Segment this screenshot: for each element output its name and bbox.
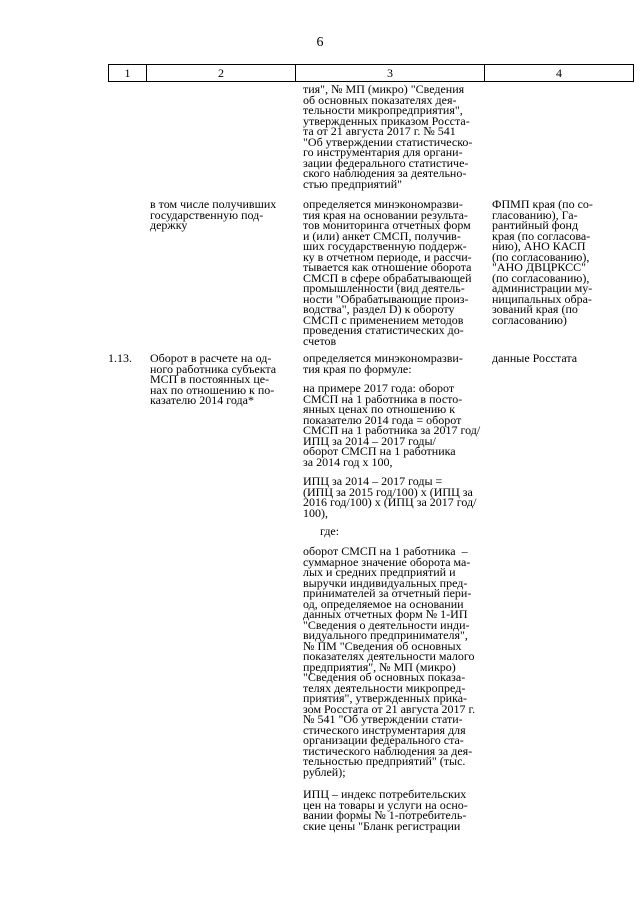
header-col-2: 2 [147,65,296,81]
table-header [108,64,634,82]
indicator-name-supported: в том числе получивших государственную под- держку [150,197,277,232]
continued-text: тия", № МП (микро) "Сведения об основных показателях дея- тельности микропредприятия", утвержденных приказом Росста- та от 21 августа 2017 г. № 541 "Об утверждении статистическо- го инструментария для органи- зации федерального статистиче- ского наблюдения за деятельно- стью предприятий" [303,82,473,191]
calculation-method-supported: определяется минэкономразви- тия края на основании результа- тов мониторинга отчетных форм и (или) анкет СМСП, получив- ших государственную поддерж- ку в отчетном периоде, и рассчи- тывается как отношение оборота СМСП в сфере обрабатывающей промышленности (вид деятель- ности "Обрабатывающие произ- водства", раздел D) к обороту СМСП с применением методов проведения статистических до- счетов [303,197,472,348]
cpi-definition: ИПЦ – индекс потребительских цен на товары и услуги на осно- вании формы № 1-потребитель- ские цены "Бланк регистрации [303,787,468,833]
responsible-parties: ФПМП края (по со- гласованию), Га- рантийный фонд края (по согласова- нию), АНО КАСП (по согласованию), "АНО ДВЦРКСС" (по согласованию), администрации му- ниципальных обра- зований края (по согласованию) [492,197,593,327]
header-col-4: 4 [556,66,562,80]
page-number: 6 [316,35,324,50]
method-intro: определяется минэкономразви- тия края по формуле: [303,351,463,376]
turnover-definition: оборот СМСП на 1 работника – суммарное значение оборота ма- лых и средних предприятий и выручки индивидуальных пред- принимателей за отчетный пери- од, определяемое на основании данных отчетных форм № 1-ИП "Сведения о деятельности инди- видуального предпринимателя", № ПМ "Сведения об основных показателях деятельности малого предприятия", № МП (микро) "Сведения об основных показа- телях деятельности микропред- приятия", утвержденных прика- зом Росстата от 21 августа 2017 г. № 541 "Об утверждении стати- стического инструментария для организации федерального ста- тистического наблюдения за дея- тельностью предприятий" (тыс. рублей); [303,544,476,779]
header-col-1: 1 [109,65,147,81]
data-source: данные Росстата [492,351,578,365]
where-label: где: [320,524,340,538]
header-col-3: 3 [296,65,485,81]
indicator-name-turnover: Оборот в расчете на од- ного работника субъекта МСП в постоянных це- нах по отношению к по- казателю 2014 года* [150,351,277,407]
formula-example: на примере 2017 года: оборот СМСП на 1 работника в посто- янных ценах по отношению к показателю 2014 года = оборот СМСП на 1 работника за 2017 год/ ИПЦ за 2014 – 2017 годы/ оборот СМСП на 1 работника за 2014 год х 100, [303,381,481,469]
row-number: 1.13. [108,351,132,365]
cpi-formula: ИПЦ за 2014 – 2017 годы = (ИПЦ за 2015 год/100) х (ИПЦ за 2016 год/100) х (ИПЦ за 2017 год/ 100), [303,474,477,520]
